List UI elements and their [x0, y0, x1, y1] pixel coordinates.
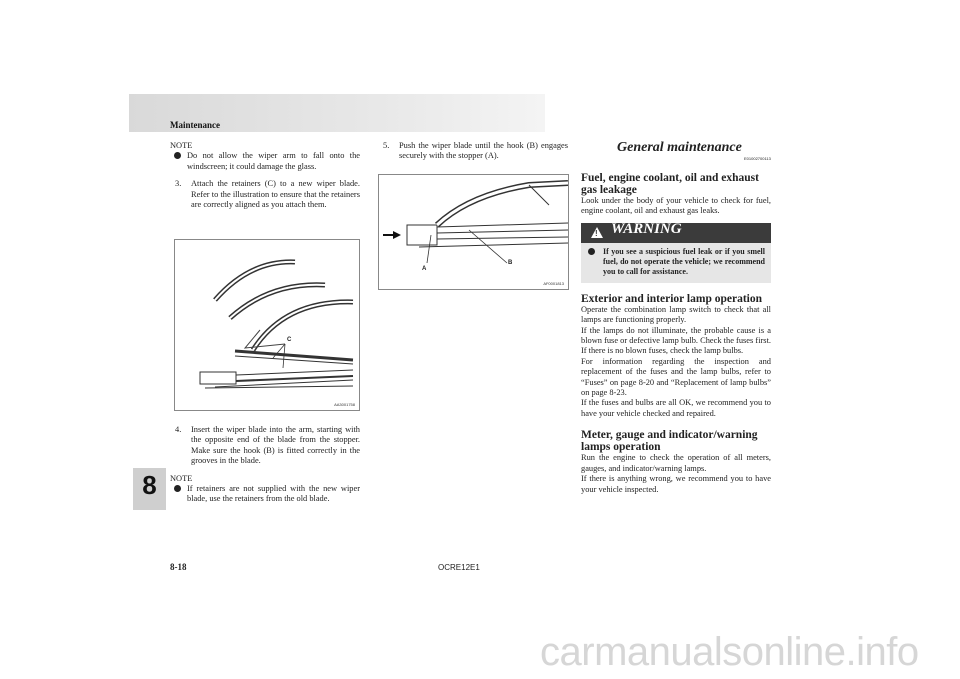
paragraph: Operate the combination lamp switch to check that all lamps are functioning properly.	[581, 304, 771, 325]
paragraph: If there is anything wrong, we recommend you to have your vehicle inspected.	[581, 474, 771, 494]
step-text: Insert the wiper blade into the arm, starting with the opposite end of the blade from the stopper. Make sure the hook (B) is fitted correctly in the grooves in the blade.	[191, 425, 360, 466]
warning-text: If you see a suspicious fuel leak or if you smell fuel, do not operate the vehicle; we recommend you to call for assistance.	[603, 246, 765, 276]
note-label: NOTE	[170, 473, 193, 483]
figure-code: AA3001758	[334, 402, 355, 407]
warning-title: WARNING	[611, 220, 682, 237]
document-code: OCRE12E1	[438, 563, 480, 572]
step-4	[170, 425, 360, 467]
step-5	[378, 141, 568, 162]
note-text: Do not allow the wiper arm to fall onto the windscreen; it could damage the glass.	[187, 151, 360, 171]
figure-hook-stopper	[378, 174, 569, 290]
bullet-icon	[588, 248, 595, 255]
note-bullet	[170, 151, 360, 172]
watermark: carmanualsonline.info	[540, 630, 919, 674]
label-c: C	[287, 337, 292, 343]
label-b: B	[508, 260, 513, 266]
column-right	[581, 172, 771, 495]
step-text: Push the wiper blade until the hook (B) engages securely with the stopper (A).	[399, 141, 568, 161]
step-number: 3.	[175, 179, 182, 189]
warning-triangle-icon: !	[591, 227, 603, 238]
paragraph: If the lamps do not illuminate, the probable cause is a blown fuse or defective lamp bulb. Check the fuses first. If there is no blown fuses, check the lamp bulbs.	[581, 325, 771, 356]
bullet-icon	[174, 152, 181, 159]
figure-retainers	[174, 239, 360, 411]
heading-fuel-leak: Fuel, engine coolant, oil and exhaust gas leakage	[581, 172, 759, 196]
label-a: A	[422, 266, 427, 272]
bullet-icon	[174, 485, 181, 492]
section-header-title: Maintenance	[170, 120, 220, 130]
section-title: General maintenance	[617, 140, 742, 155]
column-left	[170, 141, 360, 210]
step-number: 4.	[175, 425, 182, 434]
note-label: NOTE	[170, 141, 193, 150]
step-number: 5.	[383, 141, 390, 150]
section-code: E01002700113	[744, 156, 771, 161]
warning-box	[581, 220, 771, 283]
paragraph: For information regarding the inspection and replacement of the fuses and the lamp bulbs, refer to “Fuses” on page 8-20 and “Replacement of lamp bulbs” on page 8-23.	[581, 356, 771, 398]
paragraph: Run the engine to check the operation of all meters, gauges, and indicator/warning lamps.	[581, 453, 771, 473]
page-number: 8-18	[170, 562, 187, 572]
heading-meter-gauge: Meter, gauge and indicator/warning lamps operation	[581, 429, 758, 454]
column-left-lower	[170, 425, 360, 505]
chapter-tab	[133, 468, 166, 510]
retainers-illustration	[175, 240, 359, 410]
step-3	[170, 179, 360, 210]
figure-code: AF0001813	[543, 281, 564, 286]
paragraph: Look under the body of your vehicle to check for fuel, engine coolant, oil and exhaust gas leaks.	[581, 196, 771, 216]
note-text: If retainers are not supplied with the new wiper blade, use the retainers from the old blade.	[187, 484, 360, 504]
hook-stopper-illustration	[379, 175, 568, 289]
chapter-number: 8	[142, 470, 157, 500]
note-bullet	[170, 484, 360, 505]
warning-header	[581, 220, 771, 243]
heading-lamp-operation: Exterior and interior lamp operation	[581, 292, 763, 305]
warning-body	[581, 243, 771, 283]
paragraph: If the fuses and bulbs are all OK, we recommend you to have your vehicle checked and repaired.	[581, 398, 771, 418]
step-text: Attach the retainers (C) to a new wiper blade. Refer to the illustration to ensure that the retainers are correctly aligned as you attach them.	[191, 179, 360, 210]
column-middle	[378, 141, 568, 162]
